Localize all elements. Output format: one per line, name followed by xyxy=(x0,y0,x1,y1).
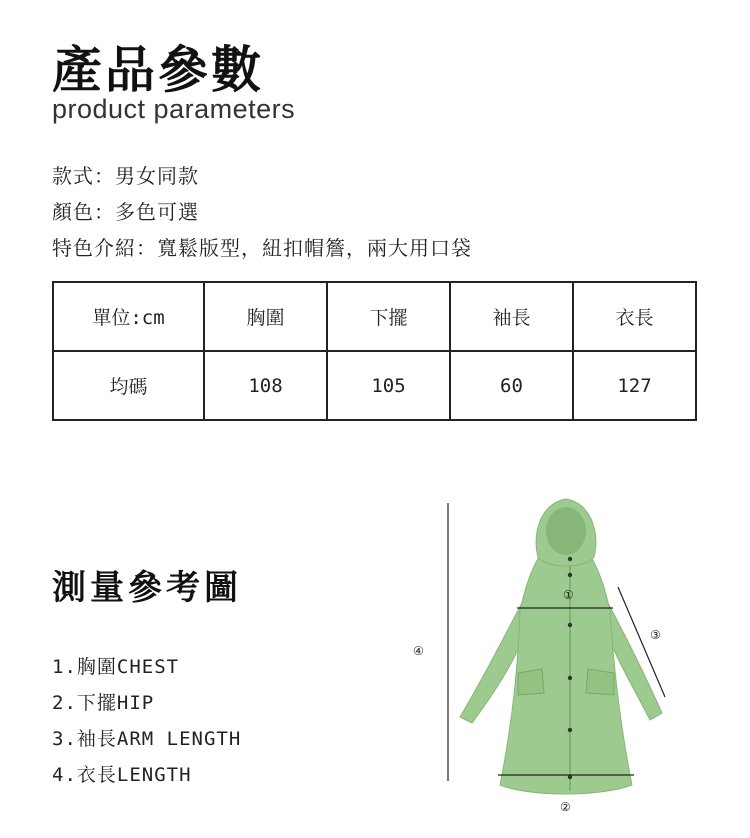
header-chest: 胸圍 xyxy=(204,282,327,351)
guide-title: 測量參考圖 xyxy=(52,568,242,608)
cell-size: 均碼 xyxy=(53,351,204,420)
spec-style: 款式：男女同款 xyxy=(52,164,199,188)
marker-chest: ① xyxy=(563,588,574,602)
raincoat-diagram xyxy=(400,495,700,825)
header-length: 衣長 xyxy=(573,282,696,351)
guide-item-chest: 1.胸圍CHEST xyxy=(52,656,180,678)
guide-item-length: 4.衣長LENGTH xyxy=(52,764,192,786)
header-hip: 下擺 xyxy=(327,282,450,351)
marker-hip: ② xyxy=(560,800,571,814)
guide-item-hip: 2.下擺HIP xyxy=(52,692,155,714)
cell-length: 127 xyxy=(573,351,696,420)
cell-sleeve: 60 xyxy=(450,351,573,420)
header-unit: 單位:cm xyxy=(53,282,204,351)
coat-pocket-left xyxy=(518,669,544,695)
coat-pocket-right xyxy=(586,669,614,695)
spec-feature: 特色介紹：寬鬆版型，紐扣帽簷，兩大用口袋 xyxy=(52,236,472,260)
size-table-row xyxy=(53,351,696,420)
marker-length: ④ xyxy=(413,644,424,658)
page-title: 產品參數 xyxy=(52,41,264,99)
size-table xyxy=(52,281,697,421)
spec-color: 顏色：多色可選 xyxy=(52,200,199,224)
size-table-header-row xyxy=(53,282,696,351)
cell-chest: 108 xyxy=(204,351,327,420)
cell-hip: 105 xyxy=(327,351,450,420)
hood-opening xyxy=(546,507,586,555)
guide-item-sleeve: 3.袖長ARM LENGTH xyxy=(52,728,242,750)
page-subtitle: product parameters xyxy=(52,94,296,124)
marker-sleeve: ③ xyxy=(650,628,661,642)
raincoat-illustration xyxy=(460,499,662,794)
header-sleeve: 袖長 xyxy=(450,282,573,351)
